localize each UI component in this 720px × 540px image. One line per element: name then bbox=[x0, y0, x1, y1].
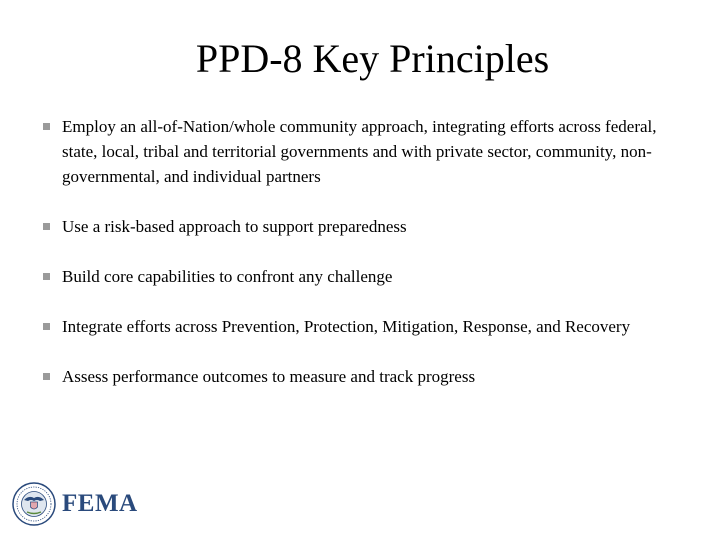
square-bullet-icon bbox=[43, 273, 50, 280]
list-item bbox=[42, 364, 682, 389]
principles-list bbox=[42, 114, 682, 414]
bullet-text: Assess performance outcomes to measure and track progress bbox=[62, 367, 476, 386]
fema-wordmark: FEMA bbox=[62, 490, 138, 517]
bullet-text: Integrate efforts across Prevention, Protection, Mitigation, Response, and Recovery bbox=[62, 317, 631, 336]
dhs-seal-icon bbox=[12, 482, 56, 526]
square-bullet-icon bbox=[43, 373, 50, 380]
page-title: PPD-8 Key Principles bbox=[195, 36, 550, 81]
bullet-text: Employ an all-of-Nation/whole community approach, integrating efforts across federal, state, local, tribal and territorial governments and with private sector, community, non-governmental, and individual partners bbox=[62, 117, 657, 186]
square-bullet-icon bbox=[43, 323, 50, 330]
fema-logo bbox=[12, 482, 138, 526]
list-item bbox=[42, 264, 682, 289]
square-bullet-icon bbox=[43, 123, 50, 130]
bullet-text: Build core capabilities to confront any challenge bbox=[62, 267, 393, 286]
square-bullet-icon bbox=[43, 223, 50, 230]
bullet-text: Use a risk-based approach to support preparedness bbox=[62, 217, 407, 236]
list-item bbox=[42, 314, 682, 339]
list-item bbox=[42, 214, 682, 239]
list-item bbox=[42, 114, 682, 189]
